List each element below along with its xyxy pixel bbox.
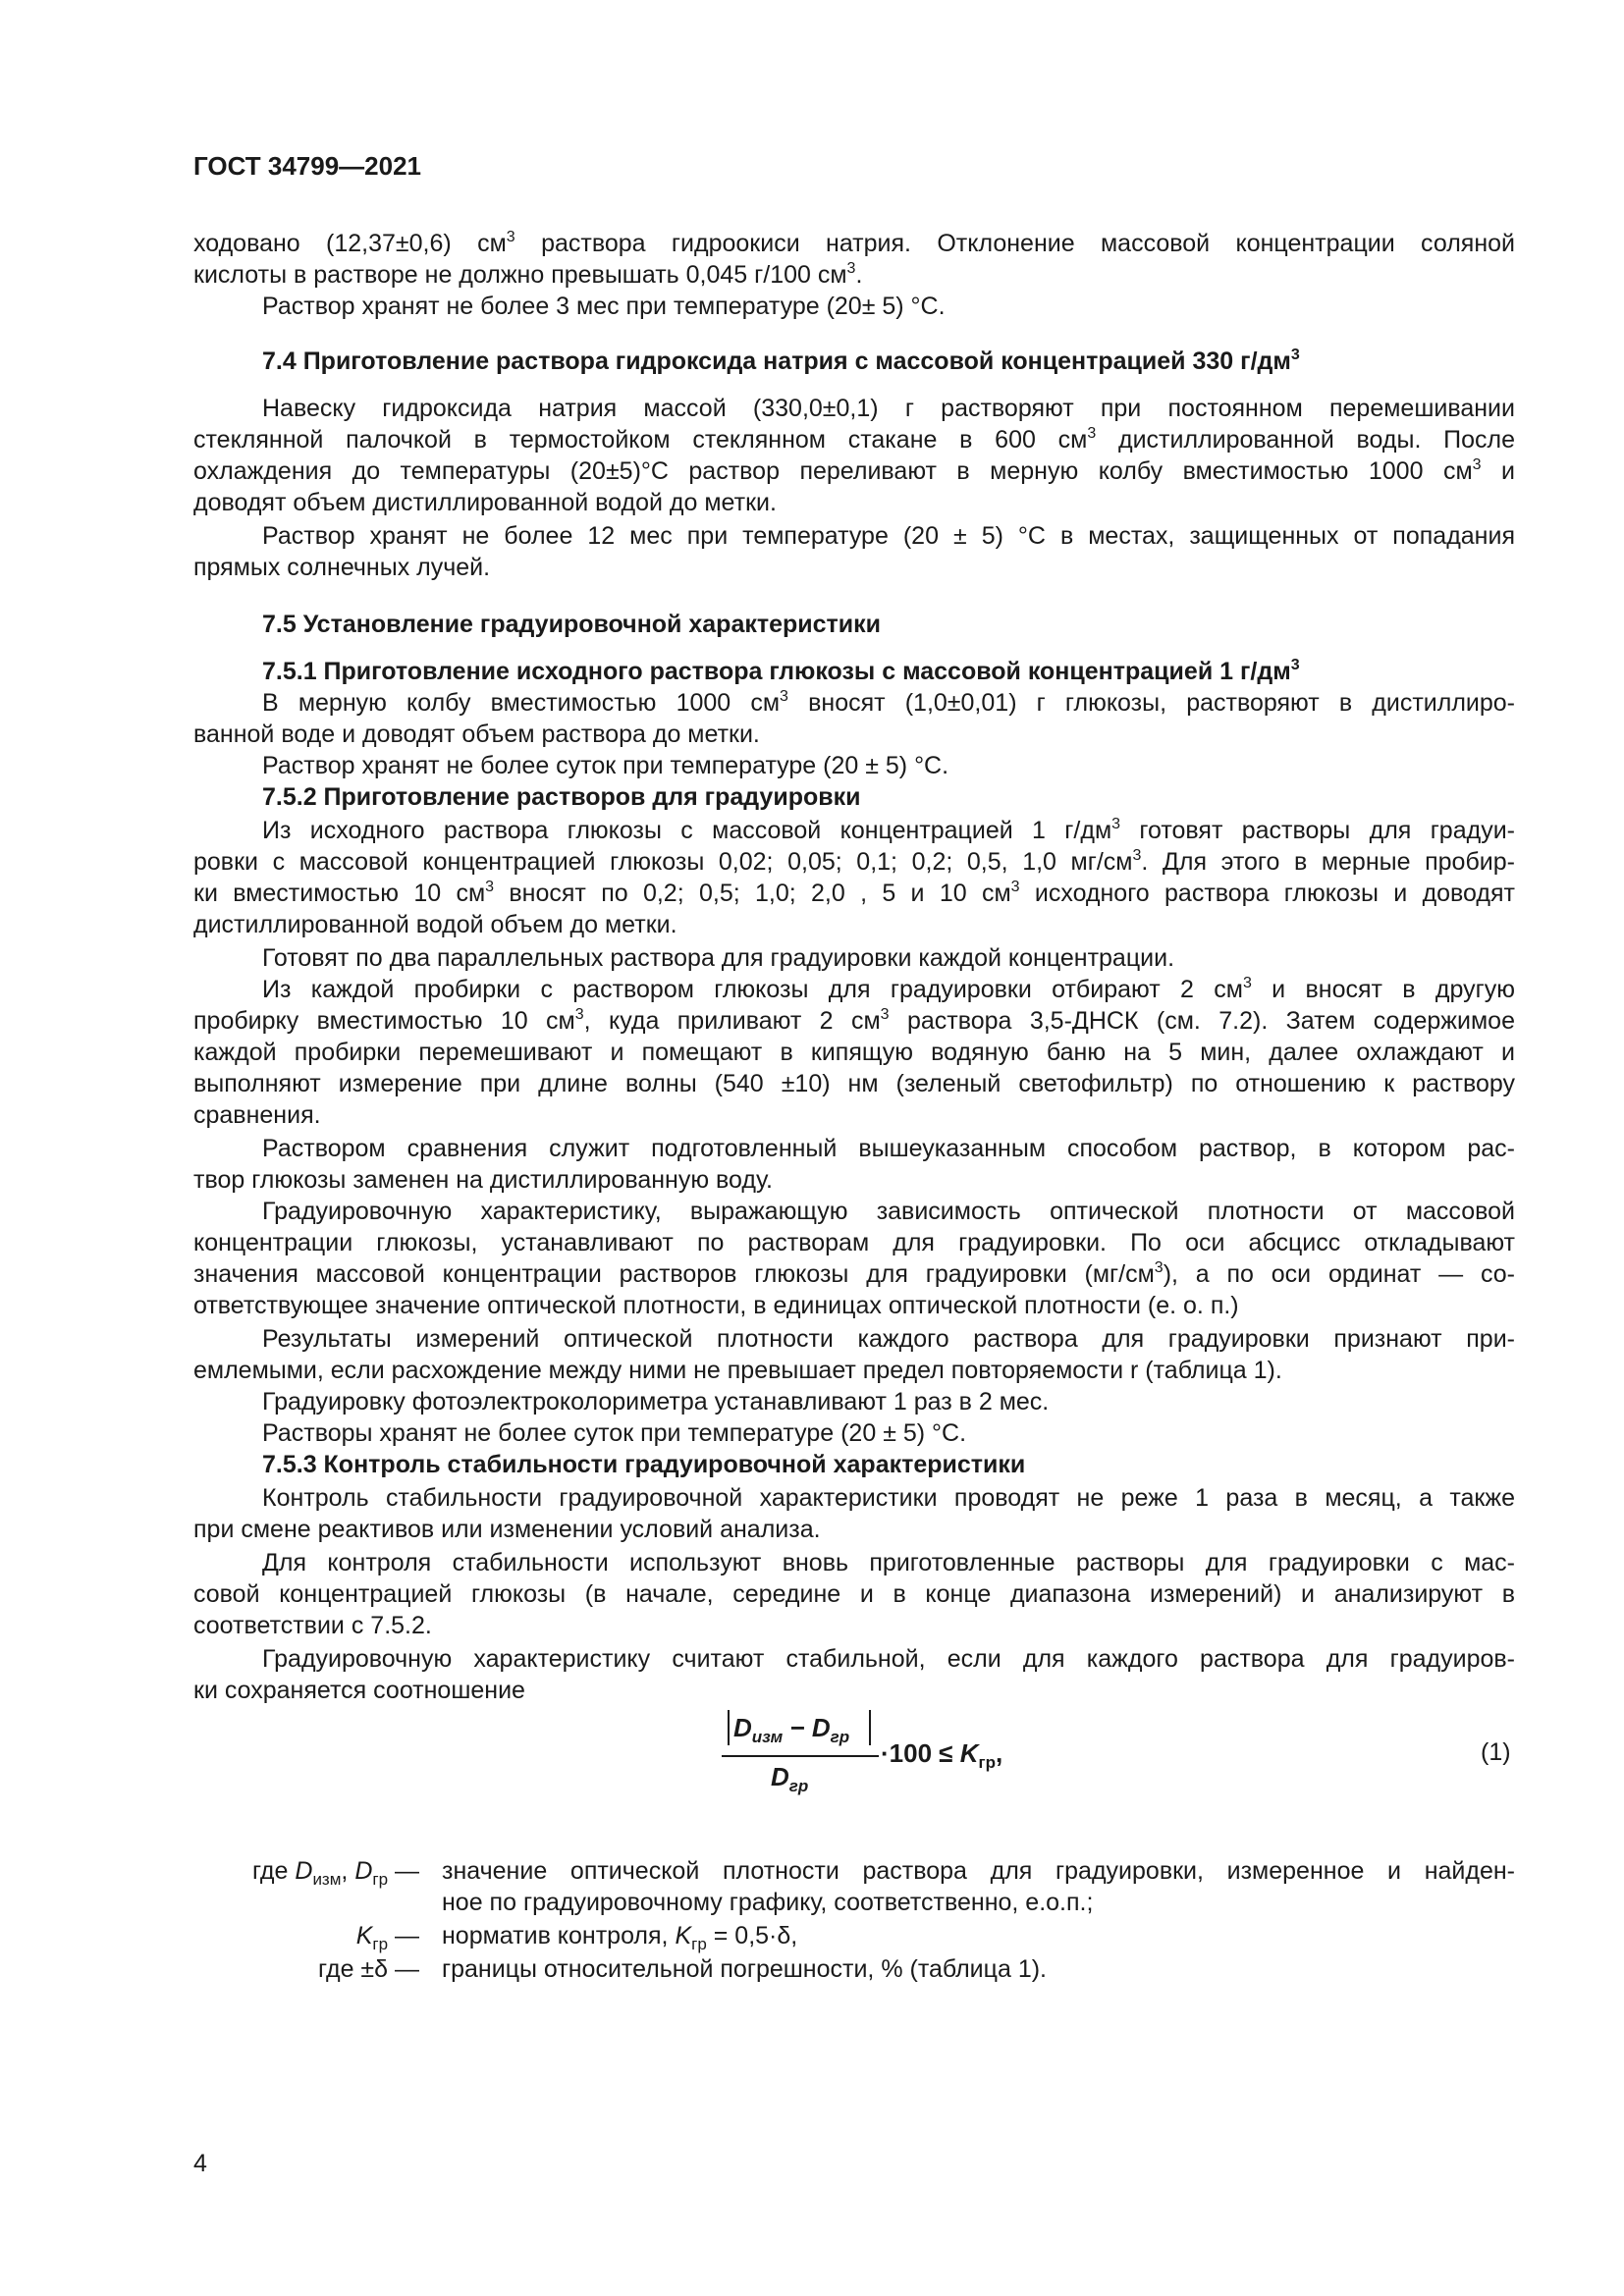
- text-line: В мерную колбу вместимостью 1000 $см^3$ вносят (1,0±0,01) г глюкозы, растворяют в дистиллиро-: [262, 687, 1516, 717]
- text-line: Готовят по два параллельных раствора для градуировки каждой концентрации.: [262, 944, 1175, 972]
- legend-key-k: $K_{гр}$ —: [355, 1922, 419, 1953]
- text-line: Раствор хранят не более 3 мес при температуре (20± 5) °С.: [262, 293, 946, 320]
- legend-value: границы относительной погрешности, % (таблица 1).: [442, 1955, 1047, 1983]
- text-line: при смене реактивов или изменении условий анализа.: [193, 1516, 821, 1543]
- text-line: Растворы хранят не более суток при температуре (20 ± 5) °С.: [262, 1419, 967, 1447]
- text-line: пробирку вместимостью 10 $см^3$, куда приливают 2 $см^3$ раствора 3,5-ДНСК (см. 7.2). Затем содержимое: [193, 1005, 1515, 1035]
- text-line: стеклянной палочкой в термостойком стеклянном стакане в 600 $см^3$ дистиллированной воды. После: [193, 424, 1515, 454]
- legend-value: значение оптической плотности раствора для градуировки, измеренное и найден-: [442, 1857, 1515, 1885]
- text-line: Градуировку фотоэлектроколориметра устанавливают 1 раз в 2 мес.: [262, 1388, 1050, 1415]
- legend-key-d: где $D_{изм}$, $D_{гр}$ —: [251, 1857, 419, 1889]
- text-line: ванной воде и доводят объем раствора до метки.: [193, 721, 760, 748]
- text-line: твор глюкозы заменен на дистиллированную воду.: [193, 1166, 773, 1194]
- text-line: Градуировочную характеристику, выражающую зависимость оптической плотности от массовой: [262, 1198, 1515, 1225]
- equation-number: (1): [1481, 1738, 1511, 1766]
- text-line: охлаждения до температуры (20±5)°С раствор переливают в мерную колбу вместимостью 1000 $см^3$ и: [193, 455, 1515, 485]
- text-line: Раствор хранят не более 12 мес при температуре (20 ± 5) °С в местах, защищенных от попадания: [262, 522, 1515, 550]
- text-line: каждой пробирки перемешивают и помещают в кипящую водяную баню на 5 мин, далее охлаждают и: [193, 1039, 1515, 1066]
- text-line: Для контроля стабильности используют вновь приготовленные растворы для градуировки с мас-: [262, 1549, 1515, 1576]
- text-line: выполняют измерение при длине волны (540 ±10) нм (зеленый светофильтр) по отношению к раствору: [193, 1070, 1515, 1097]
- text-line: Раствором сравнения служит подготовленный вышеуказанным способом раствор, в котором рас-: [262, 1135, 1515, 1162]
- text-line: концентрации глюкозы, устанавливают по растворам для градуировки. По оси абсцисс откладывают: [193, 1229, 1515, 1256]
- text-line: ровки с массовой концентрацией глюкозы 0,02; 0,05; 0,1; 0,2; 0,5, 1,0 $мг/см^3$. Для этого в мерные пробир-: [193, 846, 1515, 876]
- text-line: Навеску гидроксида натрия массой (330,0±0,1) г растворяют при постоянном перемешивании: [262, 395, 1515, 422]
- abs-bar-left: [728, 1710, 730, 1745]
- text-line: ки вместимостью 10 $см^3$ вносят по 0,2; 0,5; 1,0; 2,0 , 5 и 10 $см^3$ исходного раствора глюкозы и доводят: [193, 878, 1515, 907]
- text-line: прямых солнечных лучей.: [193, 554, 491, 581]
- formula-rest: $\cdot 100 \le K_{гр}$,: [881, 1738, 1003, 1773]
- legend-value: норматив контроля, $K_{гр} = 0,5\cdot\delta$,: [442, 1922, 798, 1953]
- abs-bar-right: [869, 1710, 871, 1745]
- text-line: соответствии с 7.5.2.: [193, 1612, 432, 1639]
- section-heading-7-5-1: 7.5.1 Приготовление исходного раствора глюкозы с массовой концентрацией 1 $г/дм^3$: [262, 656, 1300, 685]
- formula-denominator: $D_{гр}$: [771, 1762, 809, 1796]
- page-number: 4: [193, 2150, 207, 2177]
- text-line: Раствор хранят не более суток при температуре (20 ± 5) °С.: [262, 752, 949, 779]
- fraction-bar: [722, 1755, 879, 1757]
- text-line: Контроль стабильности градуировочной характеристики проводят не реже 1 раза в месяц, а также: [262, 1484, 1515, 1512]
- text-line: Градуировочную характеристику считают стабильной, если для каждого раствора для градуиров-: [262, 1645, 1515, 1673]
- text-line: Результаты измерений оптической плотности каждого раствора для градуировки признают при-: [262, 1325, 1515, 1353]
- document-header: ГОСТ 34799—2021: [193, 151, 421, 181]
- text-line: сравнения.: [193, 1101, 321, 1129]
- legend-value: ное по градуировочному графику, соответственно, е.о.п.;: [442, 1889, 1094, 1916]
- text-line: Из каждой пробирки с раствором глюкозы для градуировки отбирают 2 $см^3$ и вносят в другую: [262, 974, 1515, 1003]
- text-line: доводят объем дистиллированной водой до метки.: [193, 489, 777, 516]
- section-heading-7-4: 7.4 Приготовление раствора гидроксида натрия с массовой концентрацией 330 $г/дм^3$: [262, 346, 1300, 375]
- text-line: кислоты в растворе не должно превышать 0,045 г/100 $см^3$.: [193, 259, 863, 289]
- text-line: ходовано (12,37±0,6) $см^3$ раствора гидроокиси натрия. Отклонение массовой концентрации соляной: [193, 228, 1515, 257]
- text-line: емлемыми, если расхождение между ними не превышает предел повторяемости r (таблица 1).: [193, 1357, 1282, 1384]
- text-line: Из исходного раствора глюкозы с массовой концентрацией 1 $г/дм^3$ готовят растворы для градуи-: [262, 815, 1515, 844]
- text-line: значения массовой концентрации растворов глюкозы для градуировки $(мг/см^3)$, а по оси ординат — со-: [193, 1258, 1515, 1288]
- text-line: ки сохраняется соотношение: [193, 1677, 525, 1704]
- formula-numerator: $D_{изм} - D_{гр}$: [733, 1713, 850, 1747]
- text-line: совой концентрацией глюкозы (в начале, середине и в конце диапазона измерений) и анализируют в: [193, 1580, 1515, 1608]
- section-heading-7-5-2: 7.5.2 Приготовление растворов для градуировки: [262, 783, 861, 811]
- formula-1: [722, 1706, 1046, 1804]
- legend-key-delta: где ±δ —: [317, 1955, 419, 1983]
- text-line: дистиллированной водой объем до метки.: [193, 911, 677, 938]
- section-heading-7-5: 7.5 Установление градуировочной характеристики: [262, 611, 882, 638]
- text-line: ответствующее значение оптической плотности, в единицах оптической плотности (е. о. п.): [193, 1292, 1239, 1319]
- section-heading-7-5-3: 7.5.3 Контроль стабильности градуировочной характеристики: [262, 1451, 1026, 1478]
